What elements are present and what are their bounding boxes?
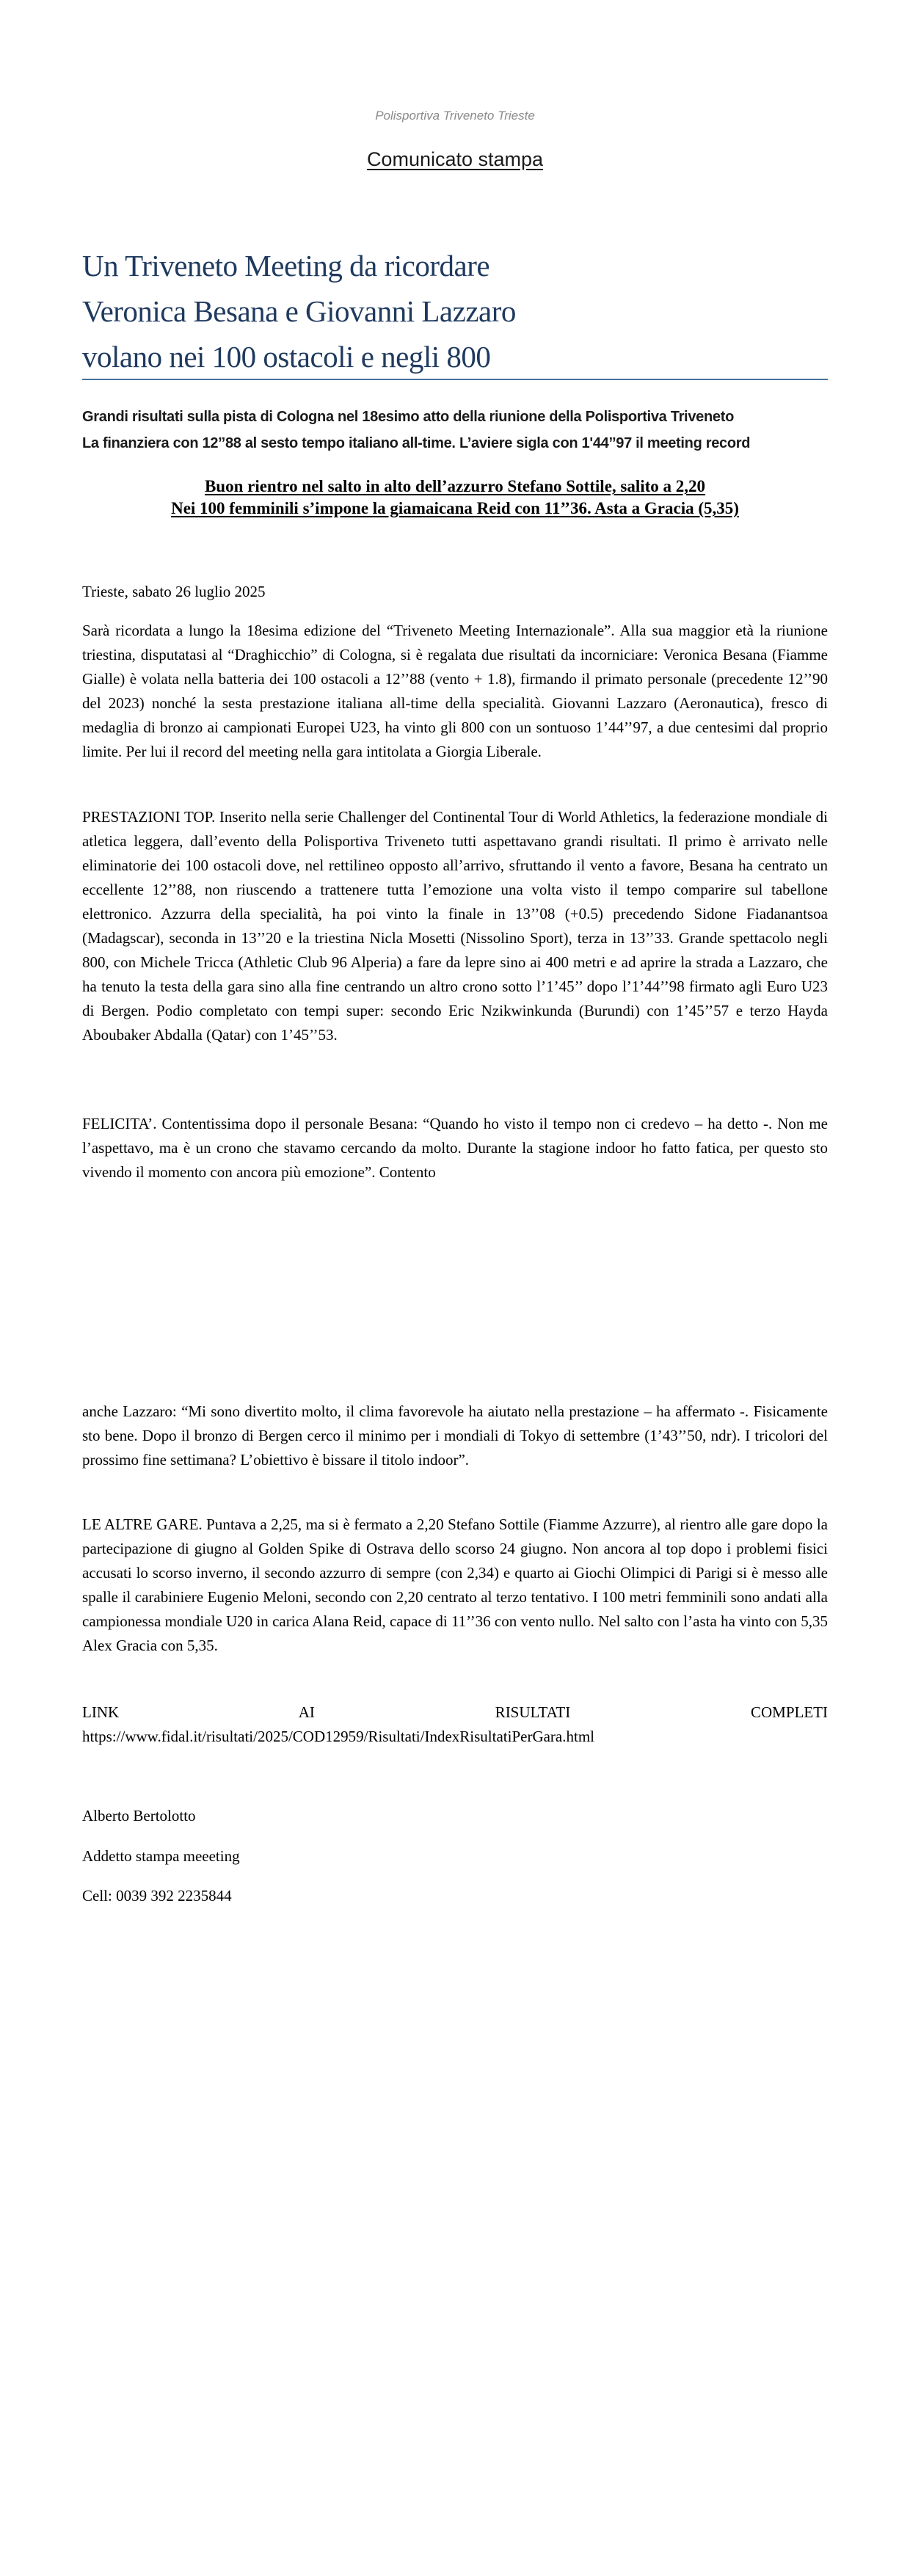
deck-line: Nei 100 femminili s’impone la giamaicana Reid con 11’’36. Asta a Gracia (5,35) xyxy=(171,499,739,517)
standfirst-line: La finanziera con 12’’88 al sesto tempo italiano all-time. L’aviere sigla con 1'44’’97 il meeting record xyxy=(82,435,751,451)
dateline: Trieste, sabato 26 luglio 2025 xyxy=(82,583,266,600)
paragraph-felicita-continued: anche Lazzaro: “Mi sono divertito molto, il clima favorevole ha aiutato nella prestazione – ha affermato -. Fisicamente sto bene. Dopo il bronzo di Bergen cerco il minimo per i mondiali di Tokyo di settembre (1’43’’50, ndr). I tricolori del prossimo fine settimana? L’obiettivo è bissare il titolo indoor”. xyxy=(82,1402,828,1469)
standfirst xyxy=(82,404,828,456)
signature-role: Addetto stampa meeeting xyxy=(82,1847,240,1865)
standfirst-line: Grandi risultati sulla pista di Cologna nel 18esimo atto della riunione della Polisportiva Triveneto xyxy=(82,409,734,425)
signature-phone: Cell: 0039 392 2235844 xyxy=(82,1887,232,1904)
deck xyxy=(82,476,828,520)
results-link-url: https://www.fidal.it/risultati/2025/COD12959/Risultati/IndexRisultatiPerGara.html xyxy=(82,1728,595,1745)
deck-line: Buon rientro nel salto in alto dell’azzurro Stefano Sottile, salito a 2,20 xyxy=(204,477,706,495)
organization-name: Polisportiva Triveneto Trieste xyxy=(375,109,535,123)
headline xyxy=(82,243,828,379)
paragraph-le-altre-gare: LE ALTRE GARE. Puntava a 2,25, ma si è fermato a 2,20 Stefano Sottile (Fiamme Azzurre), al rientro alle gare dopo la partecipazione di giugno al Golden Spike di Ostrava dello scorso 24 giugno. Non ancora al top dopo i problemi fisici accusati lo scorso inverno, il secondo azzurro di sempre (con 2,34) e quarto ai Giochi Olimpici di Parigi si è messo alle spalle il carabiniere Eugenio Meloni, secondo con 2,20 centrato al terzo tentativo. I 100 metri femminili sono andati alla campionessa mondiale U20 in carica Alana Reid, capace di 11’’36 con vento nullo. Nel salto con l’asta ha vinto con 5,35 Alex Gracia con 5,35. xyxy=(82,1516,828,1654)
paragraph-lead: Sarà ricordata a lungo la 18esima edizione del “Triveneto Meeting Internazionale”. Alla sua maggior età la riunione triestina, disputatasi al “Draghicchio” di Cologna, si è regalata due risultati da incorniciare: Veronica Besana (Fiamme Gialle) è volata nella batteria dei 100 ostacoli a 12’’88 (vento + 1.8), firmando il primato personale (precedente 12’’90 del 2023) nonché la sesta prestazione italiana all-time della specialità. Giovanni Lazzaro (Aeronautica), fresco di medaglia di bronzo ai campionati Europei U23, ha vinto gli 800 con un sontuoso 1’44’’97, a due centesimi dal proprio limite. Per lui il record del meeting nella gara intitolata a Giorgia Liberale. xyxy=(82,622,828,760)
results-link-label: LINK AI RISULTATI COMPLETI xyxy=(82,1703,828,1721)
paragraph-felicita: FELICITA’. Contentissima dopo il personale Besana: “Quando ho visto il tempo non ci credevo – ha detto -. Non me l’aspettavo, ma è un crono che stavamo cercando da molto. Durante la stagione indoor ho fatto fatica, per questo sto vivendo il momento con ancora più emozione”. Contento xyxy=(82,1115,828,1181)
document-type-heading: Comunicato stampa xyxy=(366,148,544,170)
headline-line: Veronica Besana e Giovanni Lazzaro xyxy=(82,294,516,328)
title-divider xyxy=(82,379,828,380)
signature-name: Alberto Bertolotto xyxy=(82,1807,196,1824)
headline-line: volano nei 100 ostacoli e negli 800 xyxy=(82,340,491,374)
paragraph-prestazioni-top: PRESTAZIONI TOP. Inserito nella serie Challenger del Continental Tour di World Athletics, la federazione mondiale di atletica leggera, dall’evento della Polisportiva Triveneto tutti aspettavano grandi risultati. Il primo è arrivato nelle eliminatorie dei 100 ostacoli dove, nel rettilineo opposto all’arrivo, sfruttando il vento a favore, Besana ha centrato un eccellente 12’’88, non riuscendo a trattenere tutta l’emozione una volta visto il tempo comparire sul tabellone elettronico. Azzurra della specialità, ha poi vinto la finale in 13’’08 (+0.5) precedendo Sidone Fiadanantsoa (Madagscar), seconda in 13’’20 e la triestina Nicla Mosetti (Nissolino Sport), terza in 13’’33. Grande spettacolo negli 800, con Michele Tricca (Athletic Club 96 Alperia) a fare da lepre sino ai 400 metri e ad aprire la strada a Lazzaro, che ha tenuto la testa della gara sino alla fine centrando un altro crono sotto l’1’45’’ dopo l’1’44’’98 firmato agli Euro U23 di Bergen. Podio completato con tempi super: secondo Eric Nzikwinkunda (Burundi) con 1’45’’57 e terzo Hayda Aboubaker Abdalla (Qatar) con 1’45’’53. xyxy=(82,808,828,1044)
headline-line: Un Triveneto Meeting da ricordare xyxy=(82,249,490,283)
